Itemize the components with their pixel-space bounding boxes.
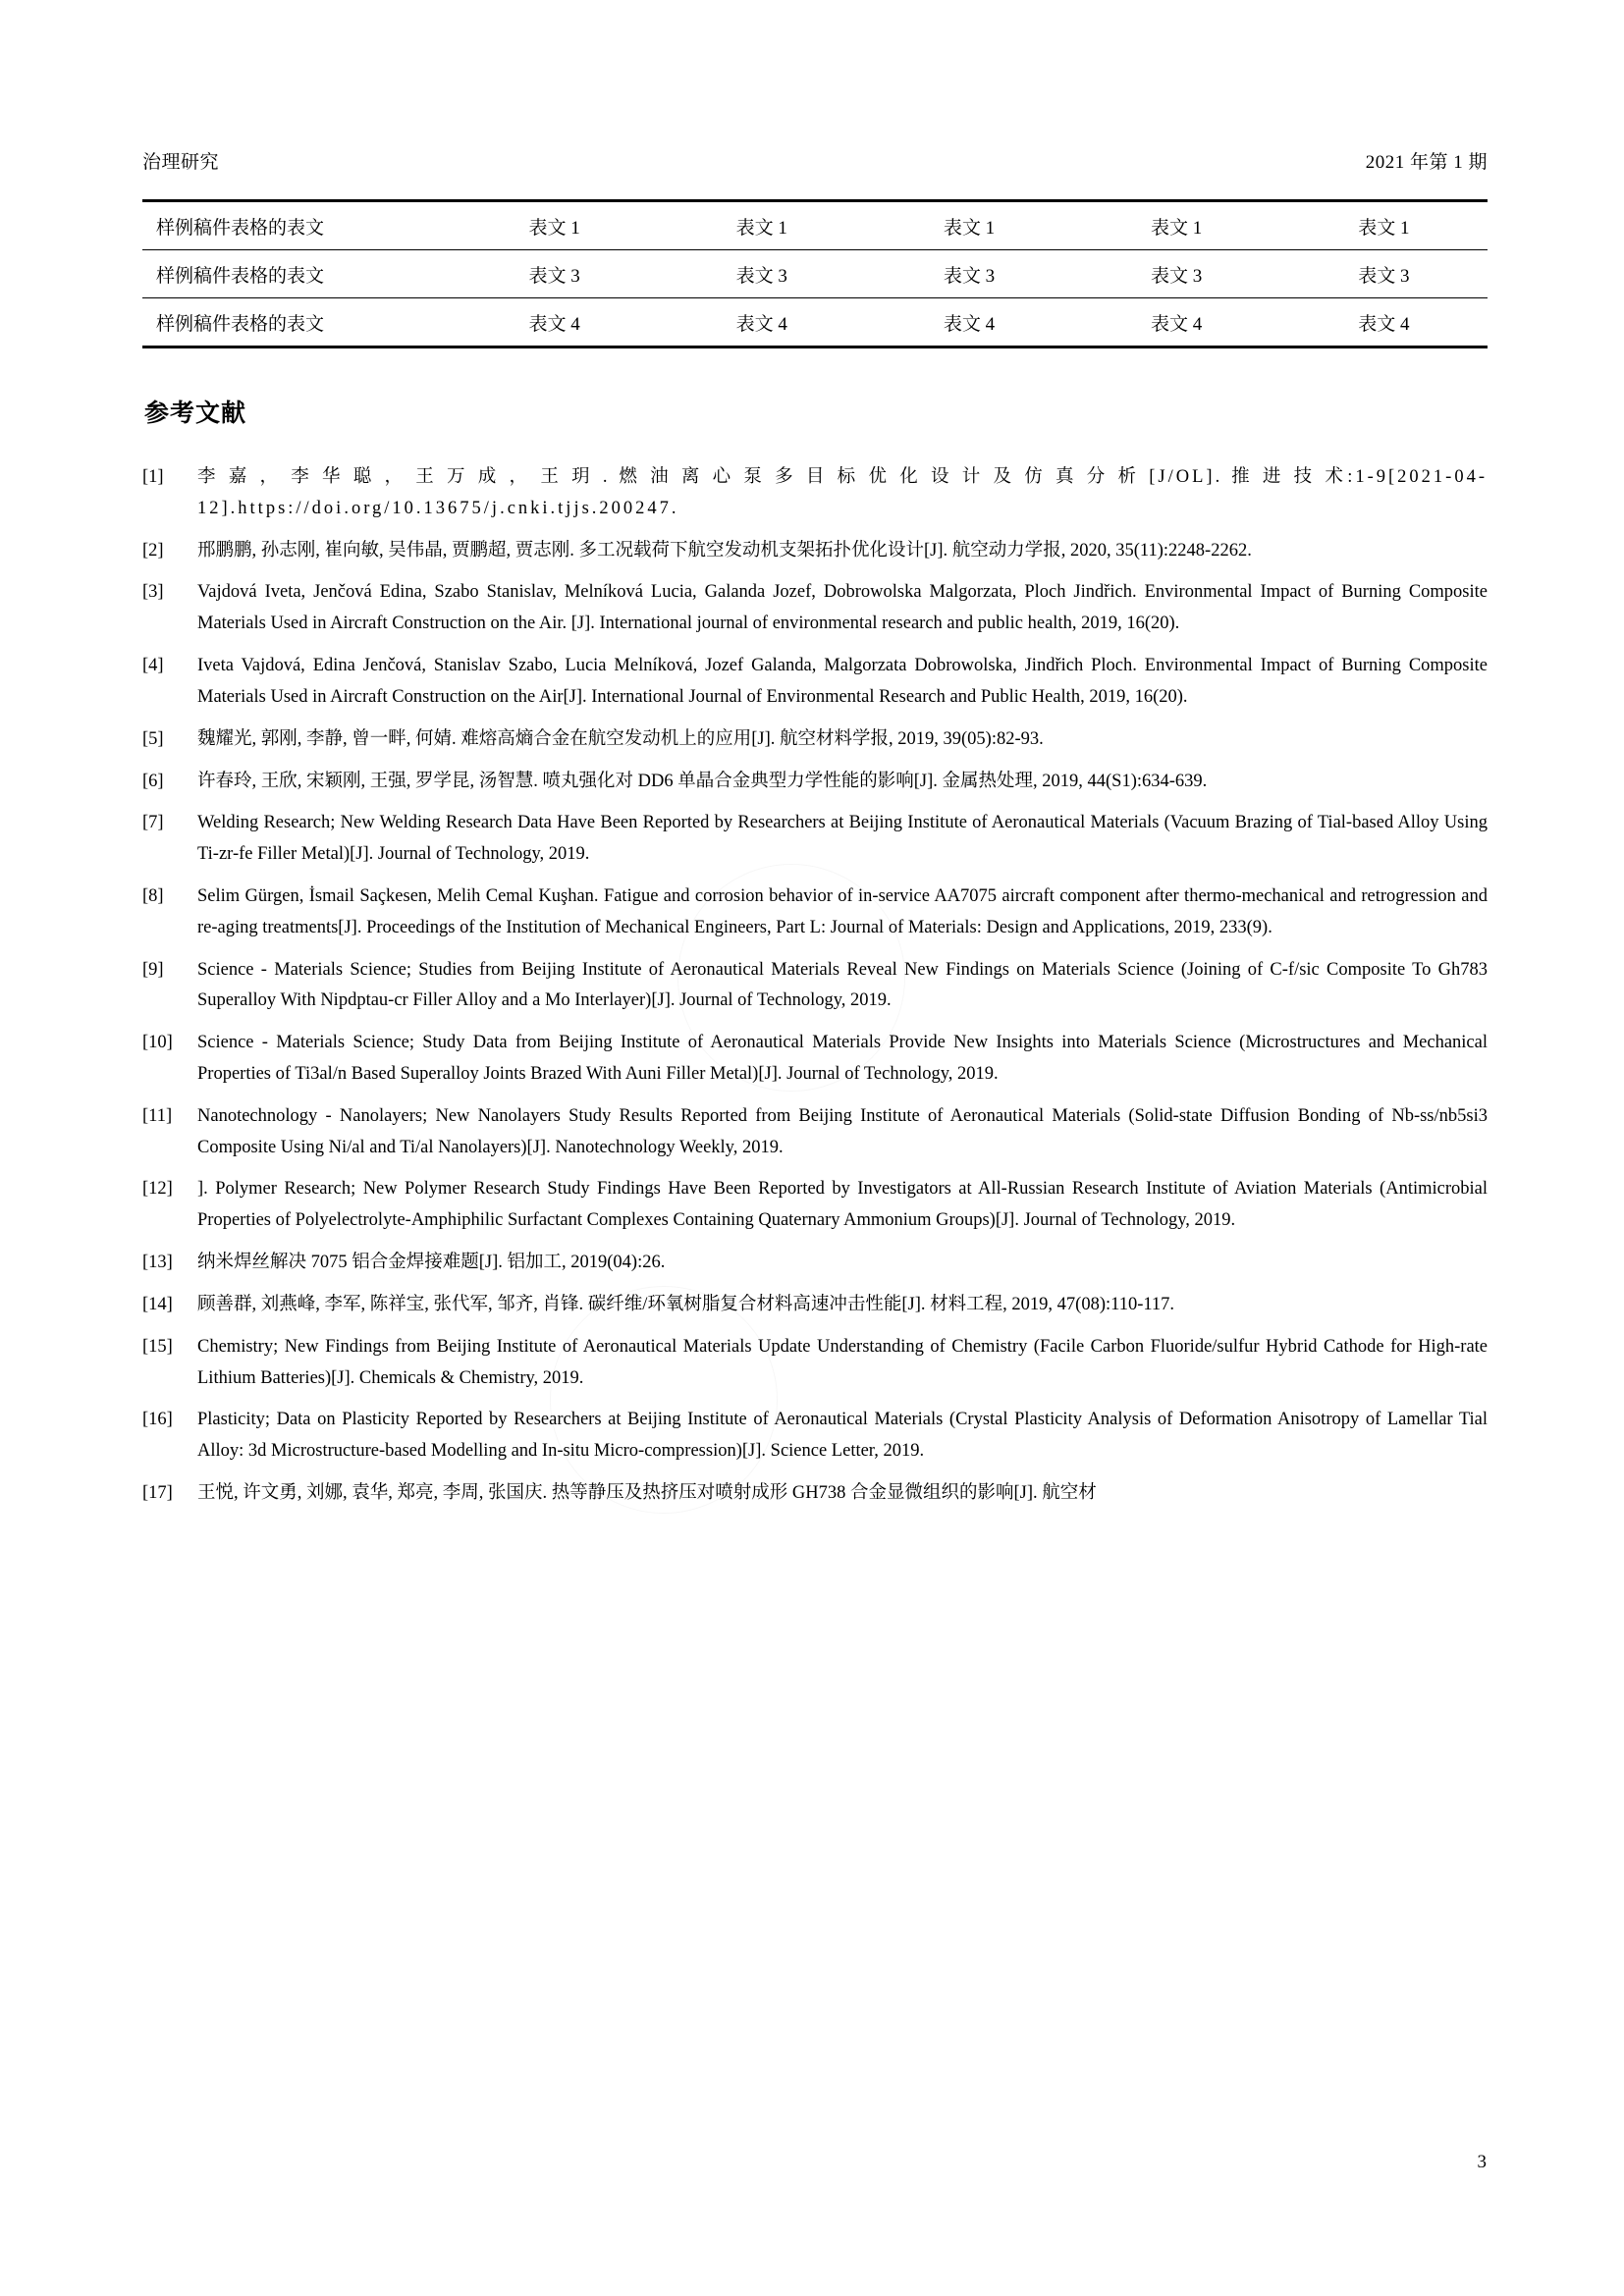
table-row [142, 201, 1488, 250]
reference-number: [10] [142, 1033, 173, 1053]
reference-number: [5] [142, 728, 164, 749]
reference-text: Iveta Vajdová, Edina Jenčová, Stanislav Szabo, Lucia Melníková, Jozef Galanda, Malgorzata Dobrowolska, Jindřich Ploch. Environmental Impact of Burning Composite Materials Used in Aircraft Construction on the Air[J]. International Journal of Environmental Research and Public Health, 2019, 16(20). [197, 656, 1488, 707]
reference-item [142, 955, 1488, 1018]
table-cell: 表文 3 [1073, 250, 1280, 298]
reference-item [142, 1101, 1488, 1164]
reference-number: [8] [142, 885, 164, 906]
table-cell: 表文 1 [658, 201, 865, 250]
reference-text: 顾善群, 刘燕峰, 李军, 陈祥宝, 张代军, 邹齐, 肖锋. 碳纤维/环氧树脂复合材料高速冲击性能[J]. 材料工程, 2019, 47(08):110-117. [197, 1294, 1175, 1314]
reference-text: 许春玲, 王欣, 宋颖刚, 王强, 罗学昆, 汤智慧. 喷丸强化对 DD6 单晶合金典型力学性能的影响[J]. 金属热处理, 2019, 44(S1):634-639. [197, 771, 1208, 791]
table-cell: 表文 3 [451, 250, 658, 298]
running-head-left: 治理研究 [142, 152, 220, 173]
reference-number: [3] [142, 582, 164, 603]
reference-item [142, 881, 1488, 944]
reference-number: [2] [142, 540, 164, 561]
table-cell: 表文 3 [658, 250, 865, 298]
table-cell: 表文 4 [1073, 298, 1280, 347]
reference-text: Nanotechnology - Nanolayers; New Nanolayers Study Results Reported from Beijing Institute of Aeronautical Materials (Solid-state Diffusion Bonding of Nb-ss/nb5si3 Composite Using Ni/al and Ti/al Nanolayers)[J]. Nanotechnology Weekly, 2019. [197, 1105, 1488, 1157]
reference-item [142, 1028, 1488, 1091]
reference-text: Chemistry; New Findings from Beijing Institute of Aeronautical Materials Update Understanding of Chemistry (Facile Carbon Fluoride/sulfur Hybrid Cathode for High-rate Lithium Batteries)[J]. Chemicals & Chemistry, 2019. [197, 1336, 1488, 1388]
table-cell: 表文 4 [658, 298, 865, 347]
reference-item [142, 536, 1488, 567]
reference-number: [6] [142, 771, 164, 791]
section-title-references: 参考文献 [144, 400, 247, 427]
reference-text: 纳米焊丝解决 7075 铝合金焊接难题[J]. 铝加工, 2019(04):26. [197, 1253, 666, 1273]
reference-item [142, 462, 1488, 525]
reference-text: Selim Gürgen, İsmail Saçkesen, Melih Cemal Kuşhan. Fatigue and corrosion behavior of in-service AA7075 aircraft component after thermo-mechanical and retrogression and re-aging treatments[J]. Proceedings of the Institution of Mechanical Engineers, Part L: Journal of Materials: Design and Applications, 2019, 233(9). [197, 885, 1488, 937]
table-cell: 表文 1 [451, 201, 658, 250]
reference-text: Science - Materials Science; Study Data from Beijing Institute of Aeronautical Materials Provide New Insights into Materials Science (Microstructures and Mechanical Properties of Ti3al/n Based Superalloy Joints Brazed With Auni Filler Metal)[J]. Journal of Technology, 2019. [197, 1033, 1488, 1084]
table-row [142, 250, 1488, 298]
table-cell: 表文 1 [1073, 201, 1280, 250]
reference-number: [13] [142, 1253, 173, 1273]
reference-item [142, 1248, 1488, 1279]
table-cell: 表文 4 [1280, 298, 1488, 347]
reference-item [142, 577, 1488, 640]
reference-text: 李 嘉 ， 李 华 聪 ， 王 万 成 ， 王 玥 . 燃 油 离 心 泵 多 目 标 优 化 设 计 及 仿 真 分 析 [J/OL]. 推 进 技 术:1-9[2021-04-12].https://doi.org/10.13675/j.cnki.tjjs.200247. [197, 467, 1488, 518]
reference-text: ]. Polymer Research; New Polymer Research Study Findings Have Been Reported by Investigators at All-Russian Research Institute of Aviation Materials (Antimicrobial Properties of Polyelectrolyte-Amphiphilic Surfactant Complexes Containing Quaternary Ammonium Groups)[J]. Journal of Technology, 2019. [197, 1179, 1488, 1231]
reference-text: Vajdová Iveta, Jenčová Edina, Szabo Stanislav, Melníková Lucia, Galanda Jozef, Dobrowolska Malgorzata, Ploch Jindřich. Environmental Impact of Burning Composite Materials Used in Aircraft Construction on the Air. [J]. International journal of environmental research and public health, 2019, 16(20). [197, 582, 1488, 634]
table-row [142, 298, 1488, 347]
reference-item [142, 1332, 1488, 1395]
table-cell: 表文 4 [451, 298, 658, 347]
reference-number: [7] [142, 813, 164, 833]
running-head [142, 147, 1488, 174]
reference-number: [14] [142, 1294, 173, 1314]
table-cell-label: 样例稿件表格的表文 [142, 250, 451, 298]
reference-text: Science - Materials Science; Studies from Beijing Institute of Aeronautical Materials Reveal New Findings on Materials Science (Joining of C-f/sic Composite To Gh783 Superalloy With Nipdptau-cr Filler Alloy and a Mo Interlayer)[J]. Journal of Technology, 2019. [197, 959, 1488, 1011]
table-cell: 表文 3 [865, 250, 1072, 298]
reference-text: Welding Research; New Welding Research Data Have Been Reported by Researchers at Beijing Institute of Aeronautical Materials (Vacuum Brazing of Tial-based Alloy Using Ti-zr-fe Filler Metal)[J]. Journal of Technology, 2019. [197, 813, 1488, 865]
reference-number: [16] [142, 1410, 173, 1430]
reference-number: [17] [142, 1482, 173, 1503]
reference-item [142, 1290, 1488, 1321]
reference-list [142, 462, 1488, 1510]
table-cell: 表文 1 [1280, 201, 1488, 250]
reference-item [142, 651, 1488, 714]
reference-item [142, 767, 1488, 798]
reference-item [142, 1174, 1488, 1237]
reference-item [142, 808, 1488, 871]
reference-text: 王悦, 许文勇, 刘娜, 袁华, 郑亮, 李周, 张国庆. 热等静压及热挤压对喷射成形 GH738 合金显微组织的影响[J]. 航空材 [197, 1482, 1097, 1503]
running-head-right: 2021 年第 1 期 [1365, 152, 1488, 173]
reference-item [142, 724, 1488, 756]
reference-text: Plasticity; Data on Plasticity Reported by Researchers at Beijing Institute of Aeronautical Materials (Crystal Plasticity Analysis of Deformation Anisotropy of Lamellar Tial Alloy: 3d Microstructure-based Modelling and In-situ Micro-compression)[J]. Science Letter, 2019. [197, 1410, 1488, 1462]
reference-number: [1] [142, 467, 164, 487]
reference-item [142, 1478, 1488, 1510]
table-cell: 表文 1 [865, 201, 1072, 250]
table-cell: 表文 3 [1280, 250, 1488, 298]
table-cell-label: 样例稿件表格的表文 [142, 201, 451, 250]
table-cell-label: 样例稿件表格的表文 [142, 298, 451, 347]
reference-number: [12] [142, 1179, 173, 1200]
reference-item [142, 1405, 1488, 1468]
sample-table [142, 199, 1488, 348]
reference-number: [4] [142, 656, 164, 676]
page-content [142, 147, 1488, 1521]
page-number: 3 [1477, 2152, 1487, 2172]
reference-number: [15] [142, 1336, 173, 1357]
reference-number: [11] [142, 1105, 173, 1126]
reference-text: 邢鹏鹏, 孙志刚, 崔向敏, 吴伟晶, 贾鹏超, 贾志刚. 多工况载荷下航空发动机支架拓扑优化设计[J]. 航空动力学报, 2020, 35(11):2248-2262. [197, 540, 1252, 561]
reference-text: 魏耀光, 郭刚, 李静, 曾一畔, 何婧. 难熔高熵合金在航空发动机上的应用[J]. 航空材料学报, 2019, 39(05):82-93. [197, 728, 1044, 749]
table-cell: 表文 4 [865, 298, 1072, 347]
reference-number: [9] [142, 959, 164, 980]
